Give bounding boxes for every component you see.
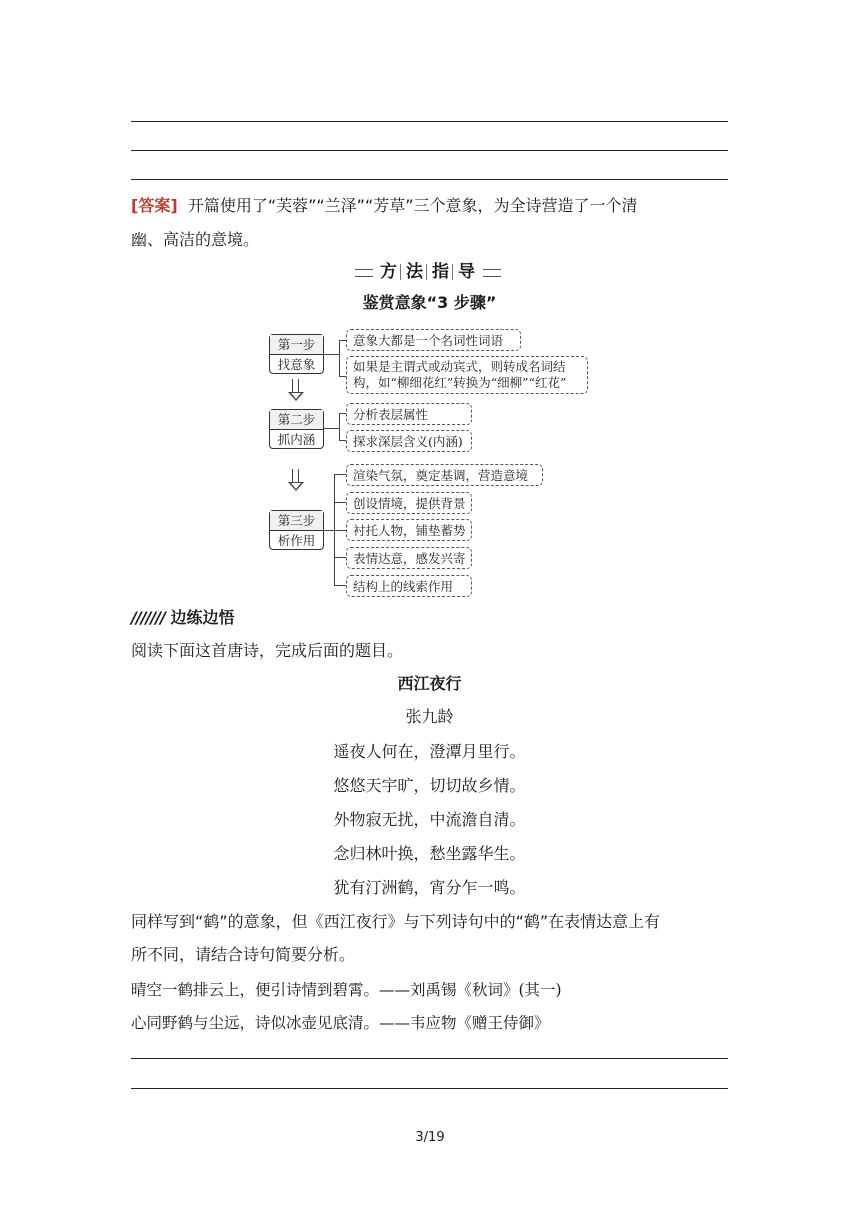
down-arrow-2 xyxy=(292,469,299,483)
method-banner xyxy=(355,260,505,284)
answer-paragraph-line1 xyxy=(131,195,638,217)
step-3-item-3: 衬托人物，铺垫蓄势 xyxy=(346,519,472,541)
answer-line-2 xyxy=(131,150,728,151)
step-3-label: 第三步 xyxy=(270,511,323,531)
step-1-item-2-line2: 构，如“柳细花红”转换为“细柳”“红花” xyxy=(353,375,567,390)
quote-1: 晴空一鹤排云上，便引诗情到碧霄。——刘禹锡《秋词》(其一) xyxy=(131,981,562,999)
step-1-label: 第一步 xyxy=(270,335,323,355)
down-arrow-1 xyxy=(292,379,299,393)
step-2-item-2: 探求深层含义(内涵) xyxy=(346,430,472,452)
poem-line-5: 犹有汀洲鹤，宵分乍一鸣。 xyxy=(333,878,526,897)
step-3-connector-h5 xyxy=(334,585,346,586)
step-3-connector-h4 xyxy=(334,557,346,558)
poem-title: 西江夜行 xyxy=(397,674,462,693)
banner-char-4: 导 xyxy=(458,262,475,282)
step-2-label: 第二步 xyxy=(270,410,323,430)
answer-text-1: 开篇使用了“芙蓉”“兰泽”“芳草”三个意象，为全诗营造了一个清 xyxy=(187,196,638,215)
step-1-connector-h2 xyxy=(339,376,346,377)
answer-line-3 xyxy=(131,179,728,180)
banner-sep-1 xyxy=(400,264,401,280)
down-arrow-2-head xyxy=(288,482,304,491)
practice-header xyxy=(131,607,235,629)
quote-2: 心同野鹤与尘远，诗似冰壶见底清。——韦应物《赠王侍御》 xyxy=(131,1014,550,1032)
banner-deco-left xyxy=(355,269,373,277)
answer-tag: [答案] xyxy=(131,196,178,215)
method-title: 鉴赏意象“3 步骤” xyxy=(362,293,497,312)
answer-paragraph-line2 xyxy=(131,229,259,251)
banner-char-3: 指 xyxy=(432,262,449,282)
answer-text-2: 幽、高洁的意境。 xyxy=(131,230,260,249)
step-1-connector-stem xyxy=(324,354,339,355)
step-3-connector-h3 xyxy=(324,530,346,531)
step-2-box xyxy=(269,409,324,449)
step-3-item-5: 结构上的线索作用 xyxy=(346,575,472,597)
step-3-name: 析作用 xyxy=(277,533,316,548)
question-line-1: 同样写到“鹤”的意象，但《西江夜行》与下列诗句中的“鹤”在表情达意上有 xyxy=(131,912,661,931)
step-2-connector-v xyxy=(339,413,340,441)
practice-instruction: 阅读下面这首唐诗，完成后面的题目。 xyxy=(131,641,404,660)
practice-header-marks: /////// xyxy=(131,608,165,627)
step-2-name: 抓内涵 xyxy=(277,432,316,447)
poem-line-4: 念归林叶换，愁坐露华生。 xyxy=(333,844,526,863)
banner-sep-3 xyxy=(452,264,453,280)
step-1-connector-v xyxy=(339,340,340,377)
step-3-connector-h2 xyxy=(334,502,346,503)
step-1-connector-h1 xyxy=(339,340,346,341)
step-1-item-2-line1: 如果是主谓式或动宾式，则转成名词结 xyxy=(353,359,566,374)
step-3-item-2: 创设情境，提供背景 xyxy=(346,492,472,514)
poem-line-3: 外物寂无扰，中流澹自清。 xyxy=(333,810,526,829)
question-line-2: 所不同，请结合诗句简要分析。 xyxy=(131,945,356,964)
banner-deco-right xyxy=(483,269,501,277)
down-arrow-1-head xyxy=(288,392,304,401)
step-2-connector-stem xyxy=(324,428,339,429)
page-number: 3/19 xyxy=(415,1130,445,1145)
step-2-item-1: 分析表层属性 xyxy=(346,403,472,425)
answer-line-4 xyxy=(131,1058,728,1059)
step-1-name: 找意象 xyxy=(277,357,316,372)
answer-line-5 xyxy=(131,1088,728,1089)
step-3-connector-h1 xyxy=(334,474,346,475)
step-2-connector-h2 xyxy=(339,440,346,441)
banner-sep-2 xyxy=(426,264,427,280)
banner-char-2: 法 xyxy=(406,262,423,282)
poem-line-2: 悠悠天宇旷，切切故乡情。 xyxy=(333,776,526,795)
step-3-item-4: 表情达意，感发兴寄 xyxy=(346,547,472,569)
step-1-item-2 xyxy=(346,356,588,394)
practice-header-title: 边练边悟 xyxy=(170,608,235,627)
step-1-box xyxy=(269,334,324,374)
answer-line-1 xyxy=(131,121,728,122)
poem-author: 张九龄 xyxy=(405,707,454,726)
poem-line-1: 遥夜人何在，澄潭月里行。 xyxy=(333,742,526,761)
step-3-box xyxy=(269,510,324,550)
step-3-item-1: 渲染气氛，奠定基调，营造意境 xyxy=(346,464,543,486)
banner-char-1: 方 xyxy=(380,262,397,282)
step-2-connector-h1 xyxy=(339,413,346,414)
step-1-item-1: 意象大都是一个名词性词语 xyxy=(346,329,521,351)
